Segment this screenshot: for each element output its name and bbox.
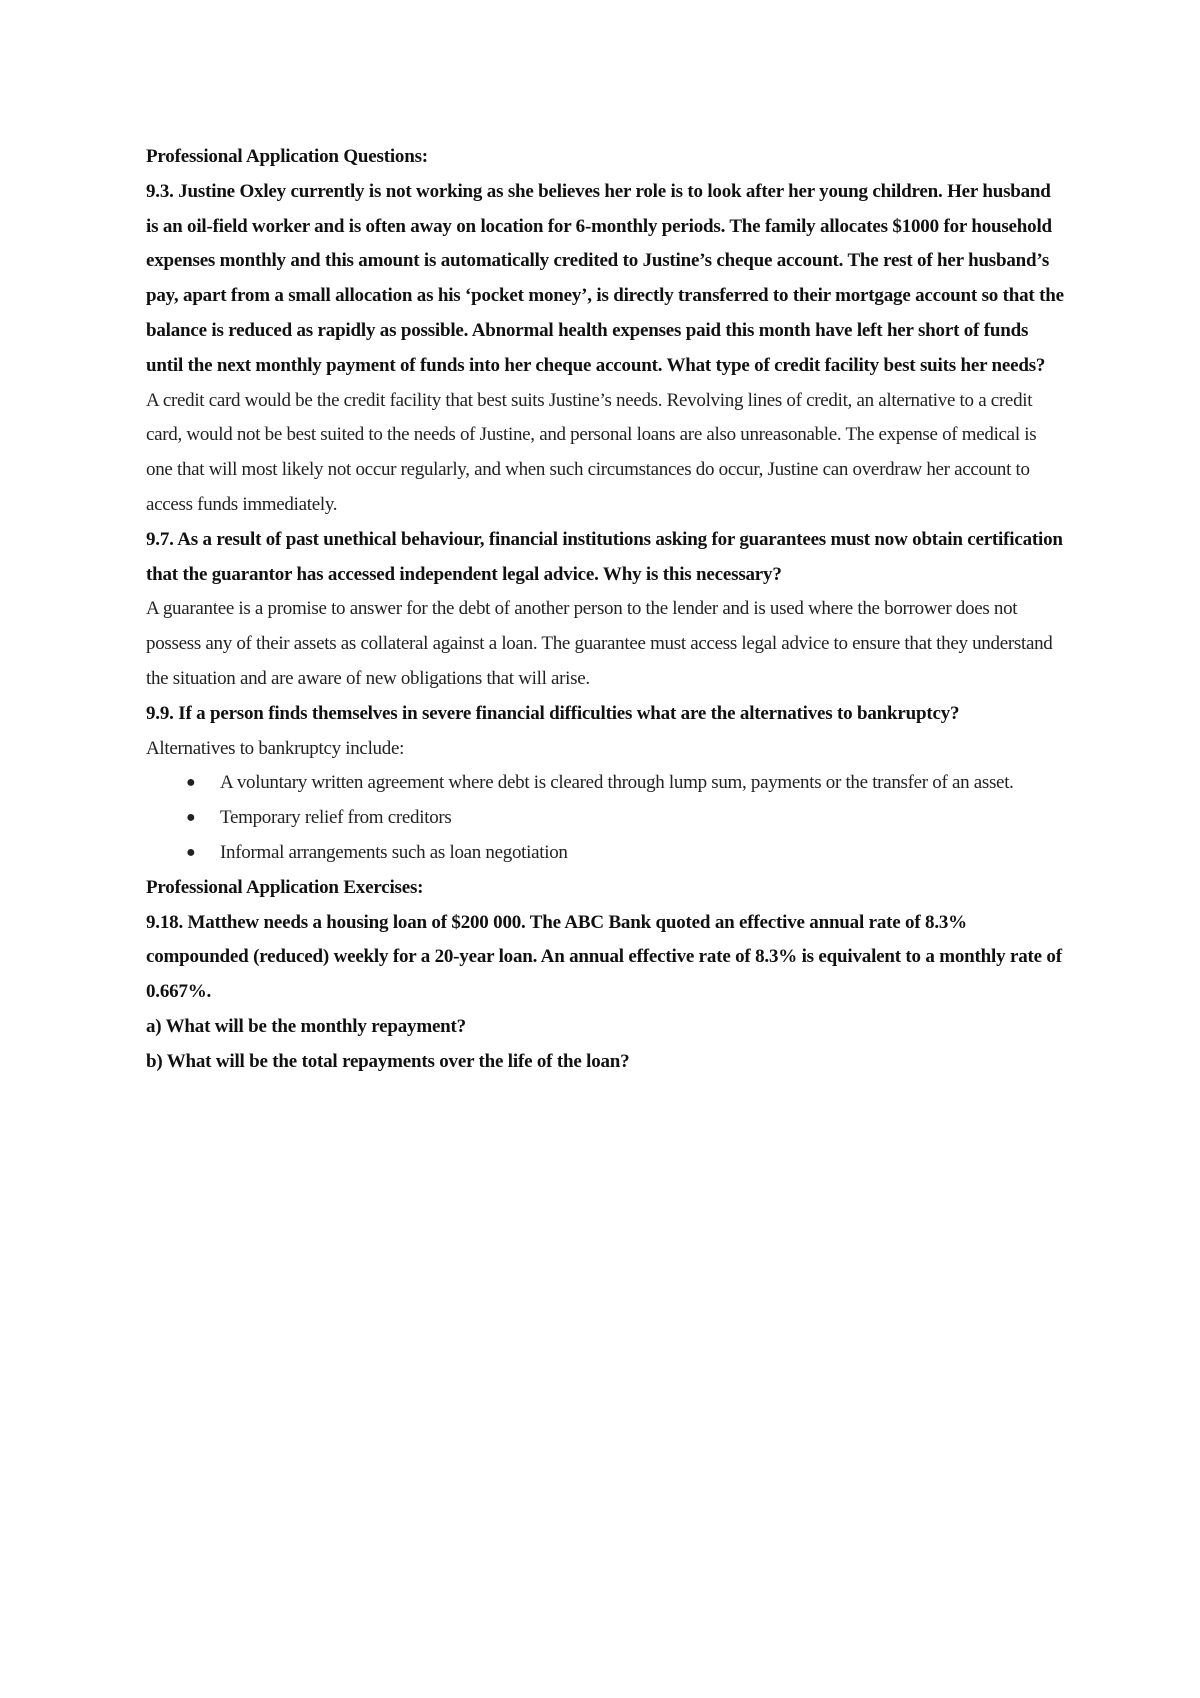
- exercises-heading: Professional Application Exercises:: [146, 876, 424, 898]
- list-item-text: Temporary relief from creditors: [220, 807, 452, 829]
- list-item-text: Informal arrangements such as loan negotiation: [220, 841, 568, 863]
- list-item: [146, 766, 1066, 801]
- question-9-18-part-a: a) What will be the monthly repayment?: [146, 1015, 466, 1037]
- answer-9-3: A credit card would be the credit facility that best suits Justine’s needs. Revolving lines of credit, an alternative to a credit card, would not be best suited to the needs of Justine, and personal loans are also unreasonable. The expense of medical is one that will most likely not occur regularly, and when such circumstances do occur, Justine can overdraw her account to access funds immediately.: [146, 389, 1037, 515]
- question-9-3: 9.3. Justine Oxley currently is not working as she believes her role is to look after her young children. Her husband is an oil-field worker and is often away on location for 6-monthly periods. The family allocates $1000 for household expenses monthly and this amount is automatically credited to Justine’s cheque account. The rest of her husband’s pay, apart from a small allocation as his ‘pocket money’, is directly transferred to their mortgage account so that the balance is reduced as rapidly as possible. Abnormal health expenses paid this month have left her short of funds until the next monthly payment of funds into her cheque account. What type of credit facility best suits her needs?: [146, 180, 1064, 376]
- list-item: [146, 836, 1066, 871]
- answer-9-9-intro: Alternatives to bankruptcy include:: [146, 737, 405, 759]
- list-item: [146, 801, 1066, 836]
- question-9-7: 9.7. As a result of past unethical behaviour, financial institutions asking for guarantees must now obtain certification that the guarantor has accessed independent legal advice. Why is this necessary?: [146, 528, 1063, 585]
- document-page: [146, 140, 1066, 1080]
- question-9-18-part-b: b) What will be the total repayments over the life of the loan?: [146, 1050, 630, 1072]
- answer-9-7: A guarantee is a promise to answer for the debt of another person to the lender and is used where the borrower does not possess any of their assets as collateral against a loan. The guarantee must access legal advice to ensure that they understand the situation and are aware of new obligations that will arise.: [146, 598, 1053, 689]
- bankruptcy-alternatives-list: [146, 766, 1066, 870]
- bullet-icon: ●: [186, 843, 196, 861]
- questions-heading: Professional Application Questions:: [146, 146, 428, 167]
- bullet-icon: ●: [186, 774, 196, 792]
- bullet-icon: ●: [186, 809, 196, 827]
- question-9-18: 9.18. Matthew needs a housing loan of $200 000. The ABC Bank quoted an effective annual rate of 8.3% compounded (reduced) weekly for a 20-year loan. An annual effective rate of 8.3% is equivalent to a monthly rate of 0.667%.: [146, 911, 1062, 1003]
- list-item-text: A voluntary written agreement where debt is cleared through lump sum, payments or the transfer of an asset.: [220, 772, 1014, 794]
- question-9-9: 9.9. If a person finds themselves in severe financial difficulties what are the alternatives to bankruptcy?: [146, 702, 960, 724]
